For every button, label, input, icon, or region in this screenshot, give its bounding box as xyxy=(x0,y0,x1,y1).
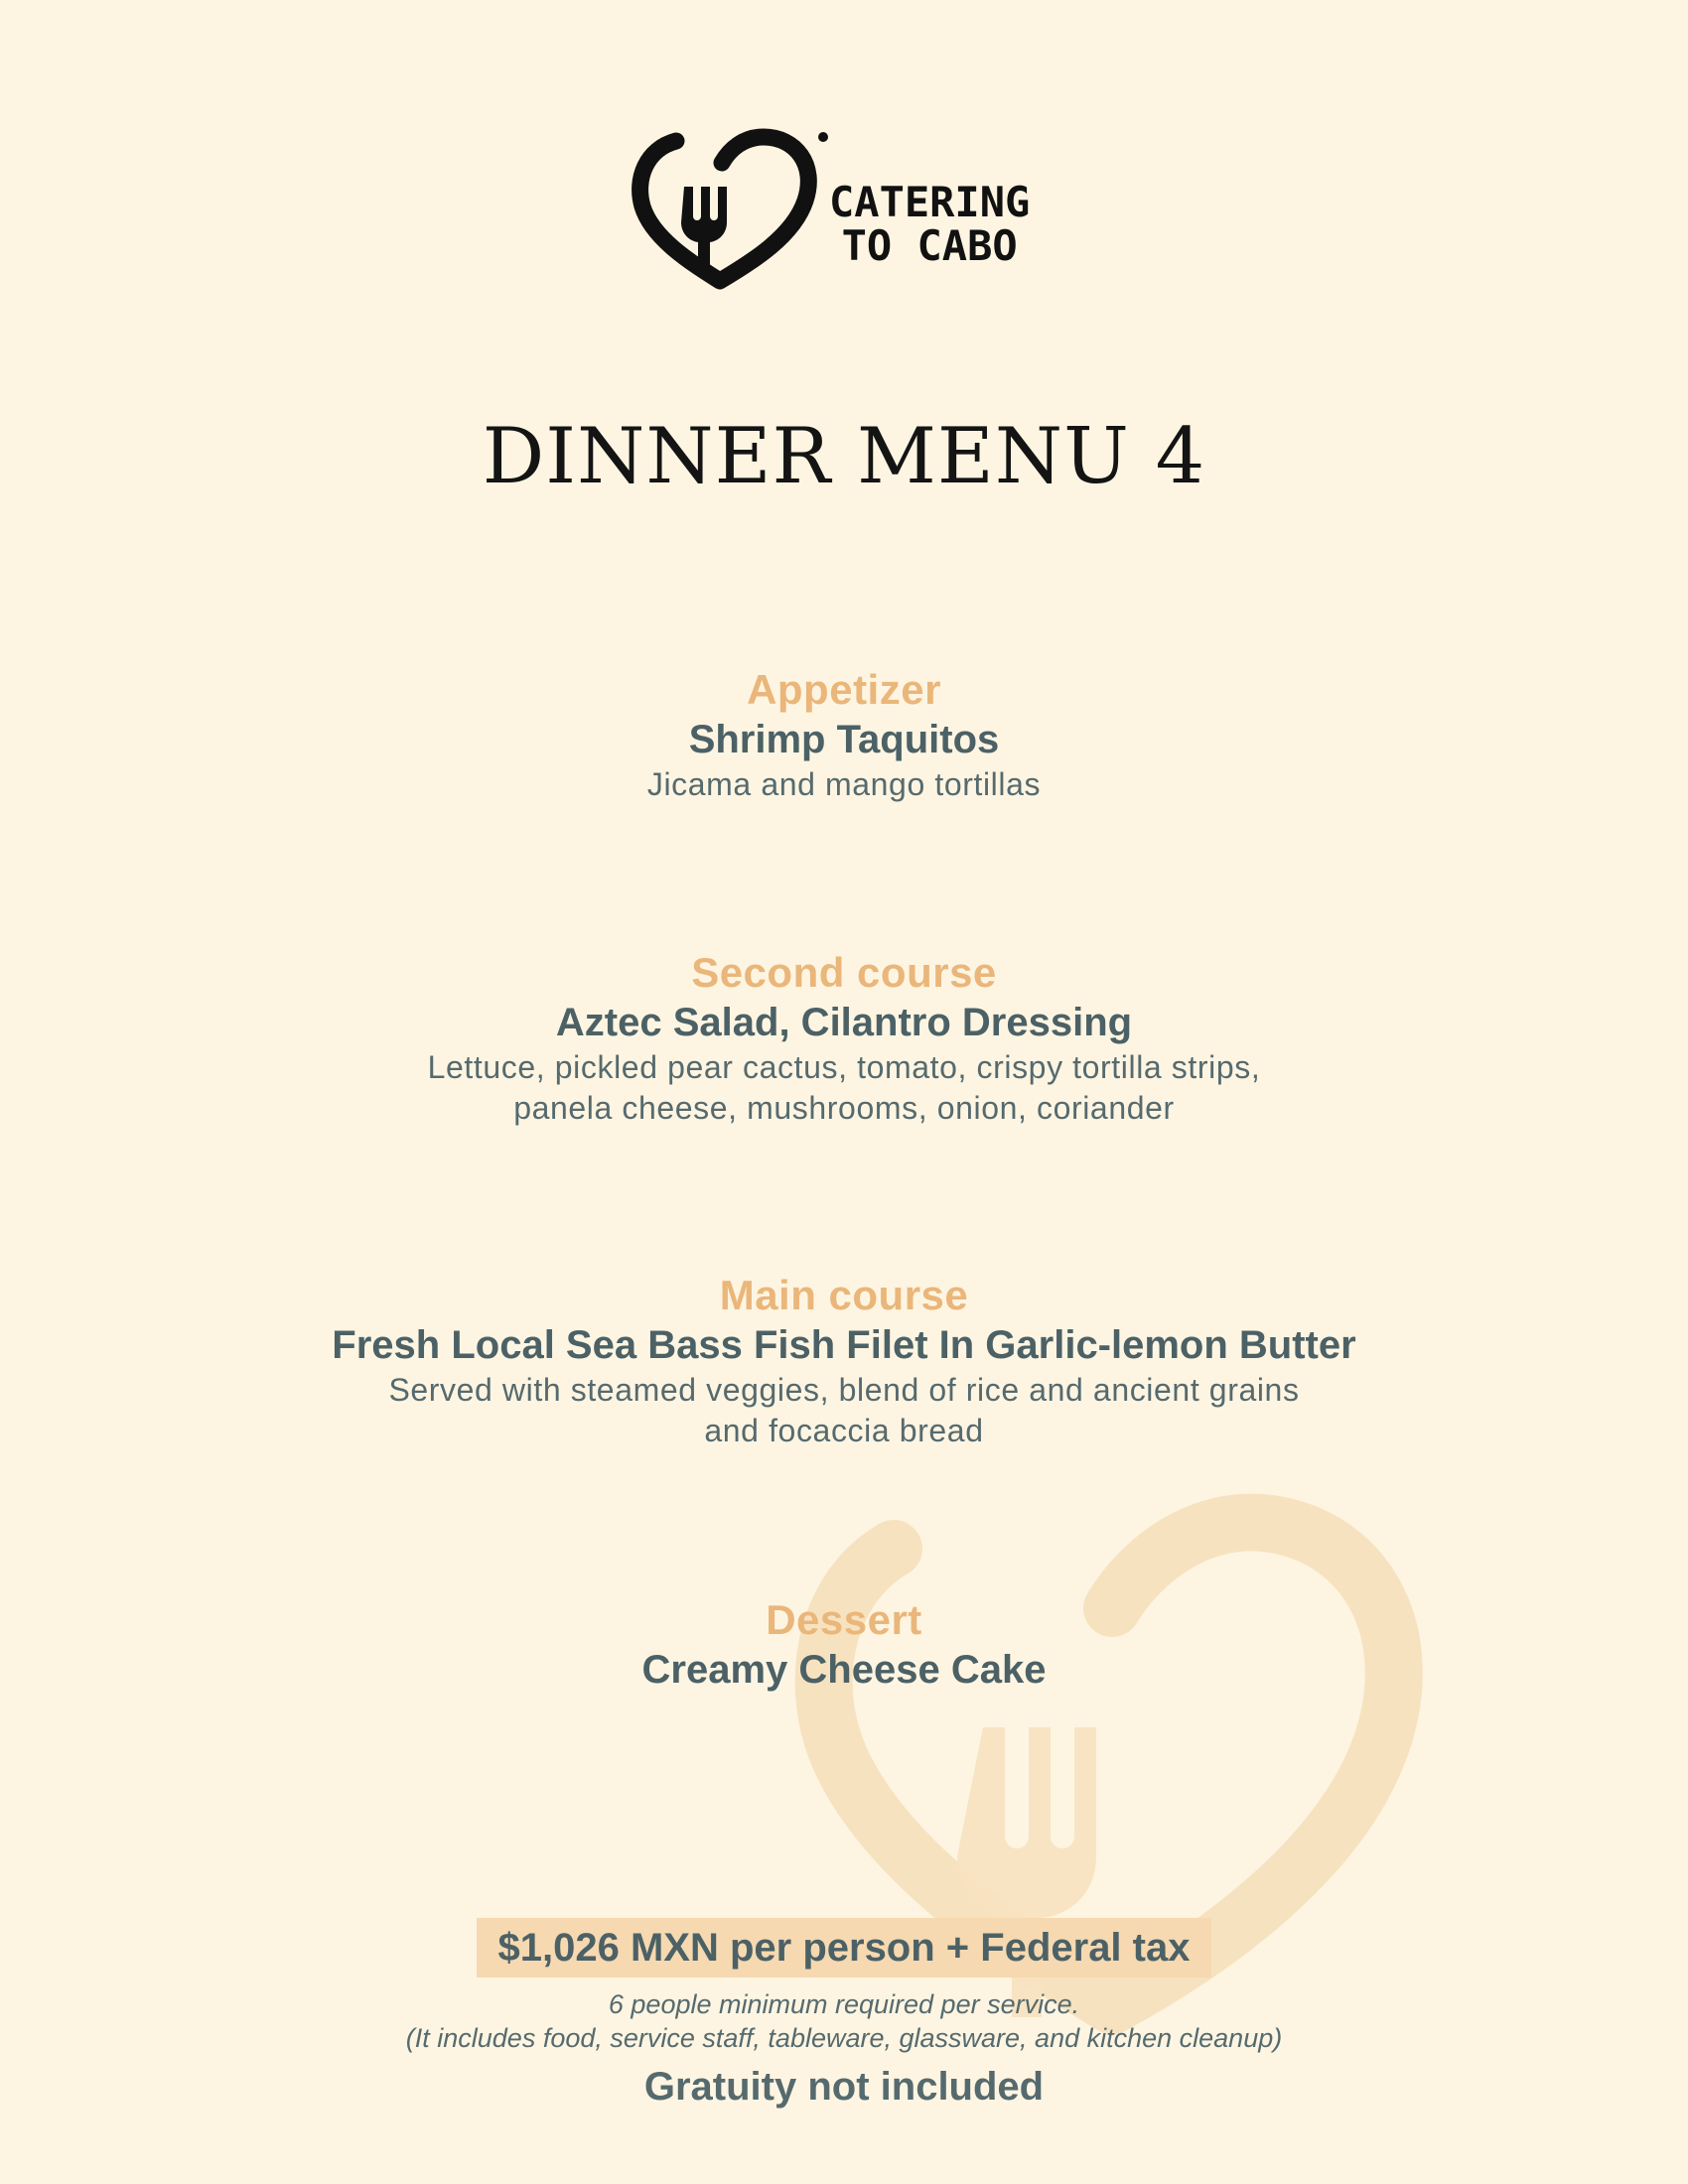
course-dish: Fresh Local Sea Bass Fish Filet In Garlic-lemon Butter xyxy=(332,1323,1356,1367)
brand-name-line2: TO CABO xyxy=(841,221,1018,270)
includes-note: (It includes food, service staff, tableware, glassware, and kitchen cleanup) xyxy=(405,2023,1283,2053)
course-main xyxy=(0,1271,1688,1451)
course-label: Dessert xyxy=(766,1596,922,1643)
course-description-line1: Served with steamed veggies, blend of rice and ancient grains xyxy=(388,1372,1300,1408)
course-label: Second course xyxy=(691,949,997,996)
course-second xyxy=(0,948,1688,1129)
brand-logo xyxy=(629,127,1065,296)
price-section xyxy=(0,1918,1688,1978)
brand-name-line1: CATERING xyxy=(829,178,1031,226)
course-dish: Shrimp Taquitos xyxy=(688,718,1000,761)
minimum-note: 6 people minimum required per service. xyxy=(608,1989,1080,2019)
brand-name xyxy=(829,178,1031,270)
course-dish: Aztec Salad, Cilantro Dressing xyxy=(555,1001,1133,1044)
price-badge: $1,026 MXN per person + Federal tax xyxy=(477,1918,1212,1978)
course-dish: Creamy Cheese Cake xyxy=(641,1648,1047,1692)
course-description: Jicama and mango tortillas xyxy=(646,766,1042,802)
course-description-line1: Lettuce, pickled pear cactus, tomato, crispy tortilla strips, xyxy=(427,1049,1261,1085)
course-dessert xyxy=(0,1595,1688,1695)
course-description-line2: panela cheese, mushrooms, onion, coriander xyxy=(513,1090,1175,1126)
page-title: DINNER MENU 4 xyxy=(482,412,1206,501)
course-label: Appetizer xyxy=(747,666,941,713)
heart-fork-icon xyxy=(629,127,837,291)
course-description-line2: and focaccia bread xyxy=(704,1413,984,1448)
course-appetizer xyxy=(0,665,1688,805)
gratuity-note: Gratuity not included xyxy=(643,2065,1045,2109)
course-label: Main course xyxy=(719,1272,969,1318)
